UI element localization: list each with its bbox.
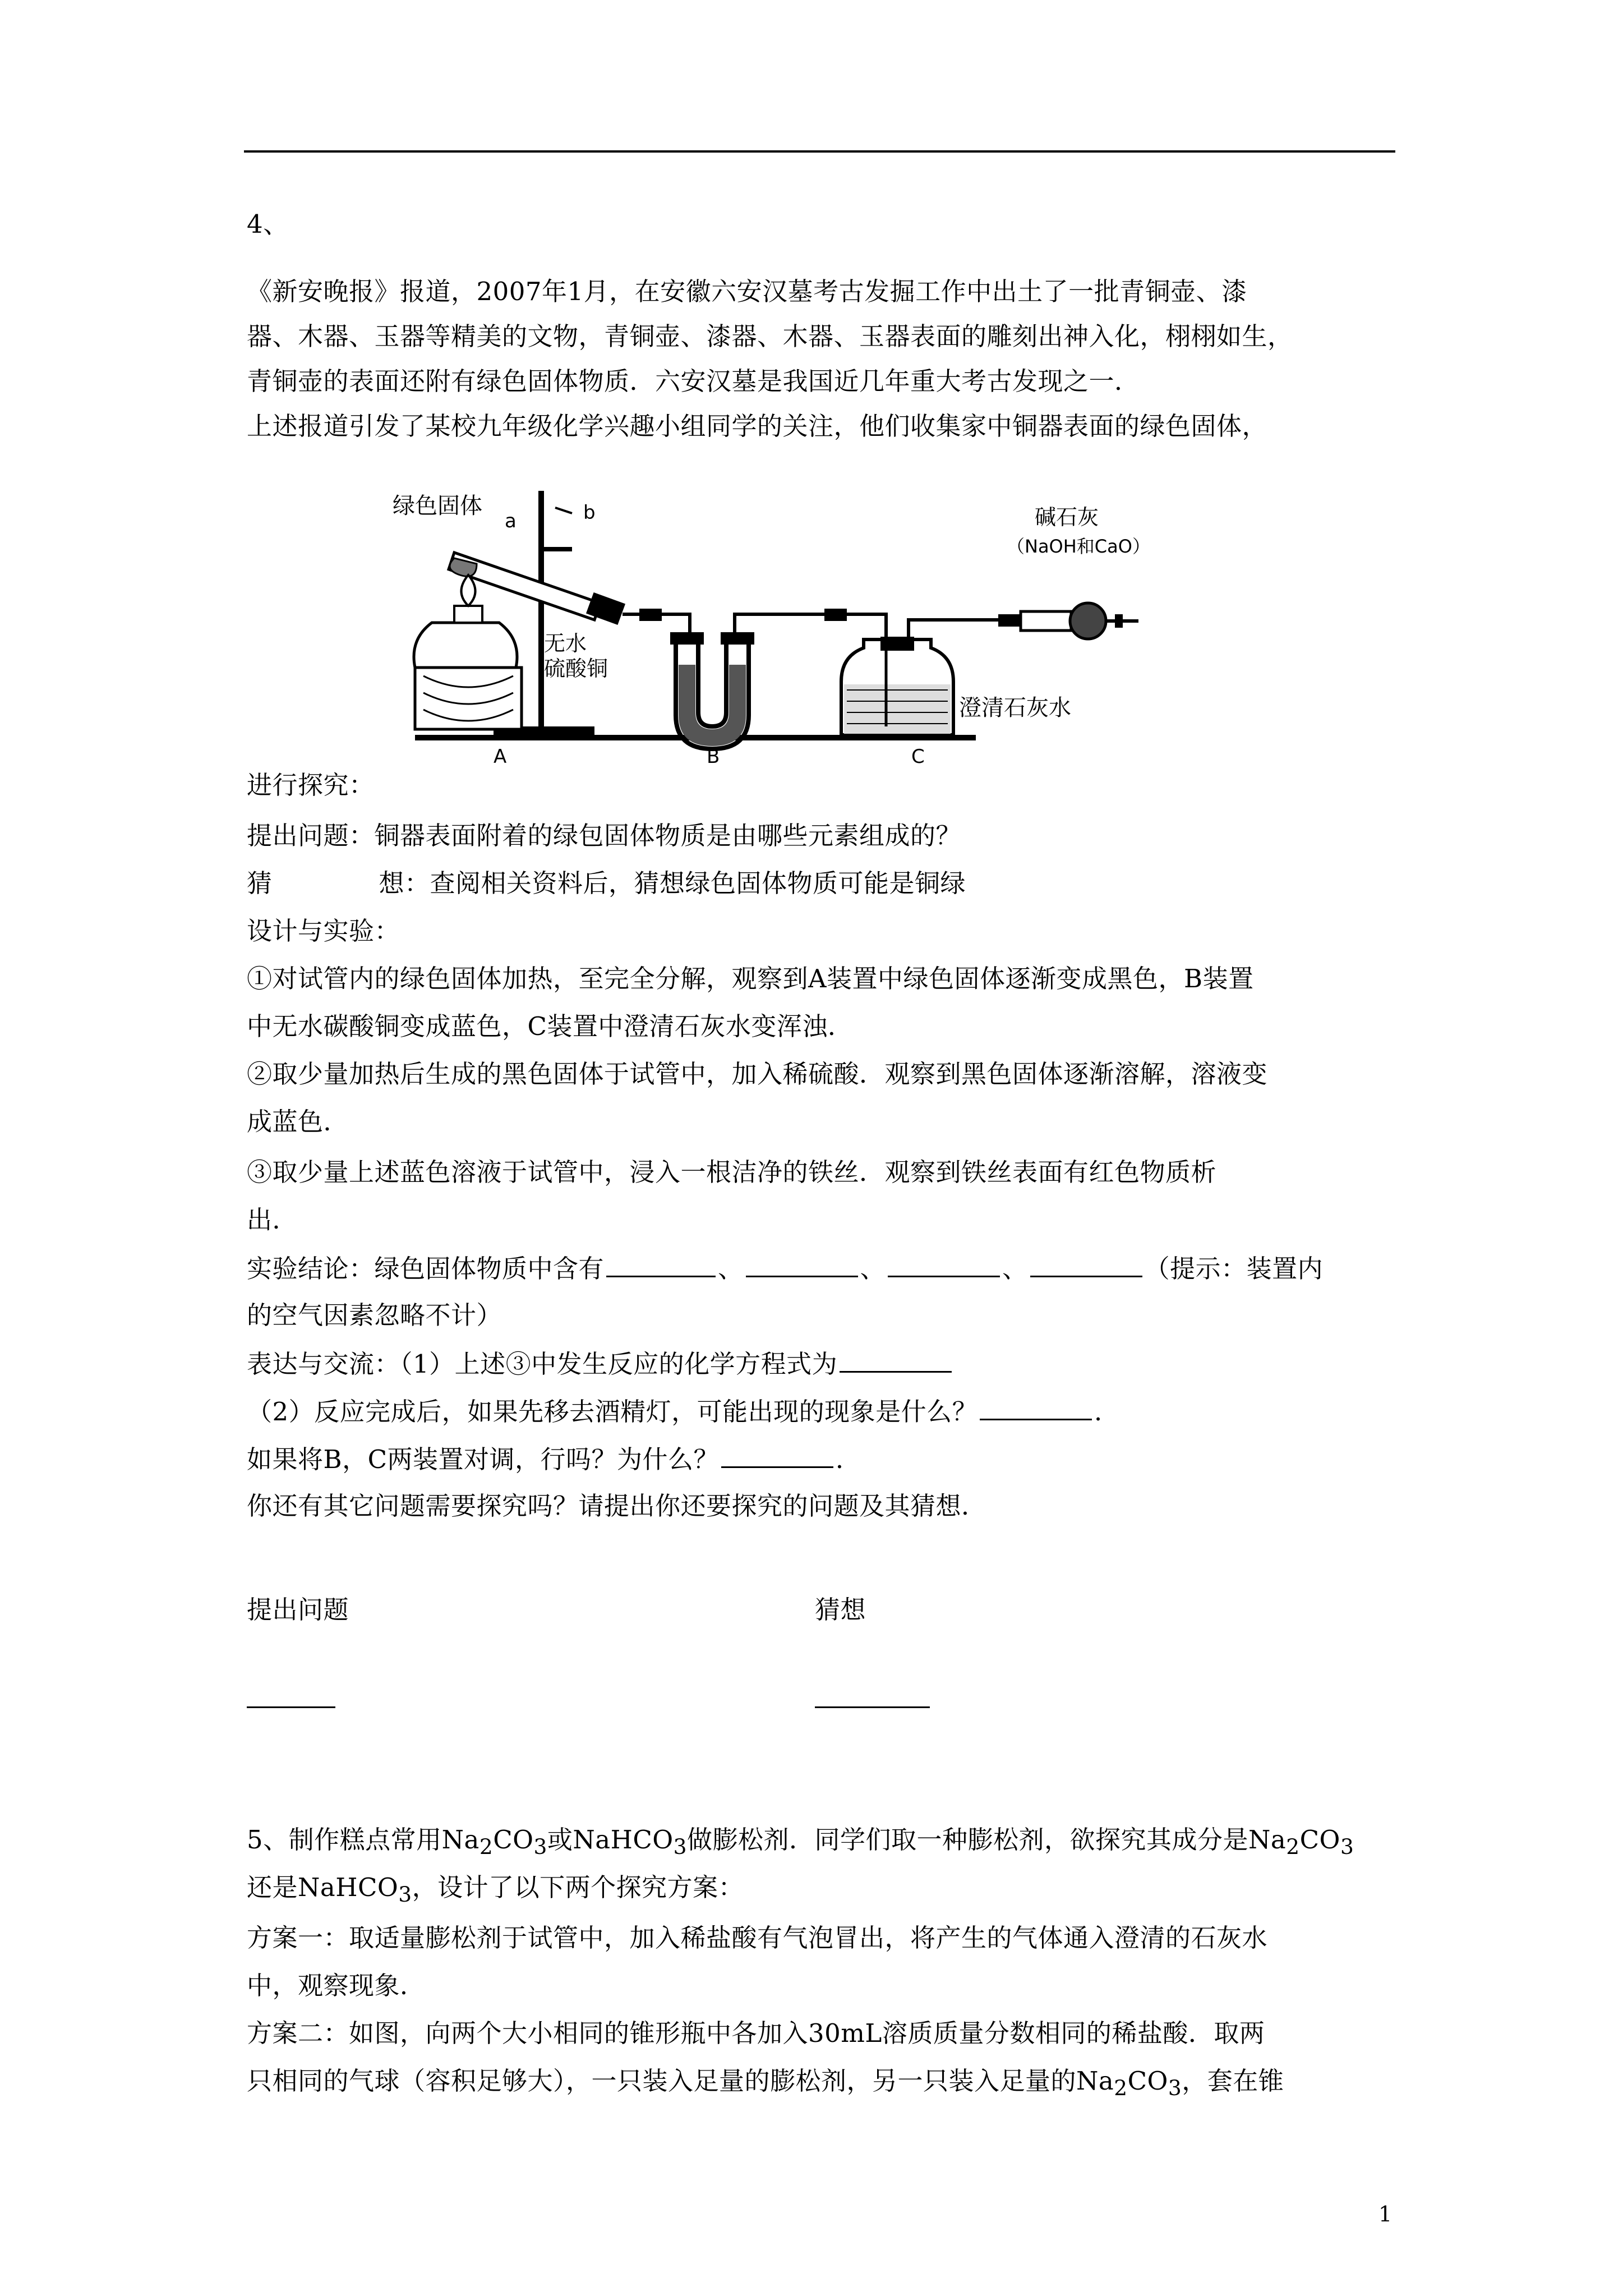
express-line: （2）反应完成后，如果先移去酒精灯，可能出现的现象是什么？ ． [247,1394,1120,1429]
step-2-line: ②取少量加热后生成的黑色固体于试管中，加入稀硫酸．观察到黑色固体逐渐溶解，溶液变 [247,1059,1268,1089]
question-number: 4、 [247,209,289,239]
conclusion-note: 的空气因素忽略不计） [247,1300,502,1330]
label-soda-lime-formula: （NaOH和CaO） [1007,536,1150,557]
rubber-joint [824,609,847,621]
paragraph-line: 器、木器、玉器等精美的文物，青铜壶、漆器、木器、玉器表面的雕刻出神入化，栩栩如生， [247,321,1293,351]
label-limewater: 澄清石灰水 [959,695,1071,721]
paragraph-line: 青铜壶的表面还附有绿色固体物质．六安汉墓是我国近几年重大考古发现之一． [247,366,1140,396]
q5-intro-line: 5、制作糕点常用$Na_2CO_3$或NaHCO$_3$做膨松剂．同学们取一种膨松剂，欲探究其成分是$Na_2CO_3$ [247,1825,1354,1859]
label-a: a [505,510,517,532]
phenomenon-blank[interactable] [980,1394,1092,1420]
conclusion-line: 实验结论：绿色固体物质中含有 、 、 、 （提示：装置内 [247,1251,1323,1286]
step-3-line: ③取少量上述蓝色溶液于试管中，浸入一根洁净的铁丝．观察到铁丝表面有红色物质析 [247,1157,1217,1187]
express-line: 表达与交流：（1）上述③中发生反应的化学方程式为 [247,1346,954,1381]
drying-tube [998,603,1138,639]
header-rule [244,150,1395,153]
label-copper-sulfate: 硫酸铜 [544,656,608,681]
label-apparatus-a: A [494,746,507,766]
design-heading: 设计与实验： [247,916,400,946]
label-soda-lime: 碱石灰 [1035,505,1099,530]
label-anhydrous: 无水 [544,631,587,656]
question-line: 提出问题：铜器表面附着的绿包固体物质是由哪些元素组成的？ [247,821,962,850]
swap-question-line: 如果将B，C两装置对调，行吗？为什么？ ． [247,1442,861,1476]
plan-1-line: 中，观察现象． [247,1971,426,2000]
page-number: 1 [1378,2202,1393,2226]
conclusion-blank[interactable] [888,1251,1000,1277]
u-tube [670,632,754,749]
label-apparatus-c: C [911,746,925,766]
conclusion-blank[interactable] [746,1251,858,1277]
plan-2-line: 方案二：如图，向两个大小相同的锥形瓶中各加入30mL溶质质量分数相同的稀盐酸．取两 [247,2018,1265,2048]
step-1-line: 中无水碳酸铜变成蓝色，C装置中澄清石灰水变浑浊． [247,1011,854,1041]
plan-1-line: 方案一：取适量膨松剂于试管中，加入稀盐酸有气泡冒出，将产生的气体通入澄清的石灰水 [247,1923,1268,1953]
conclusion-blank[interactable] [606,1251,716,1277]
label-b: b [583,501,596,524]
paragraph-line: 上述报道引发了某校九年级化学兴趣小组同学的关注，他们收集家中铜器表面的绿色固体， [247,411,1268,441]
column-header-question: 提出问题 [247,1595,349,1625]
plan-2-line: 只相同的气球（容积足够大），一只装入足量的膨松剂，另一只装入足量的$Na_2CO_3$，套在锥 [247,2066,1284,2100]
step-1-line: ①对试管内的绿色固体加热，至完全分解，观察到A装置中绿色固体逐渐变成黑色，B装置 [247,964,1254,993]
column-header-guess: 猜想 [815,1595,866,1625]
guess-line: 猜 想：查阅相关资料后，猜想绿色固体物质可能是铜绿 [247,868,966,898]
q5-line: 还是NaHCO$_3$，设计了以下两个探究方案： [247,1872,744,1907]
guess-answer-blank[interactable] [815,1706,930,1708]
swap-blank[interactable] [721,1442,833,1468]
paragraph-line: 《新安晚报》报道，2007年1月，在安徽六安汉墓考古发掘工作中出土了一批青铜壶、漆 [247,277,1247,306]
alcohol-lamp [414,575,522,729]
label-green-solid: 绿色固体 [393,493,482,519]
experiment-apparatus-figure [393,480,1178,766]
question-answer-blank[interactable] [247,1706,335,1708]
step-3-line: 出． [247,1205,298,1235]
other-question-line: 你还有其它问题需要探究吗？请提出你还要探究的问题及其猜想． [247,1491,987,1521]
rubber-joint [639,609,662,621]
explore-heading: 进行探究： [247,770,375,800]
conclusion-blank[interactable] [1030,1251,1142,1277]
equation-blank[interactable] [840,1346,952,1373]
step-2-line: 成蓝色． [247,1107,349,1137]
label-apparatus-b: B [707,746,720,766]
